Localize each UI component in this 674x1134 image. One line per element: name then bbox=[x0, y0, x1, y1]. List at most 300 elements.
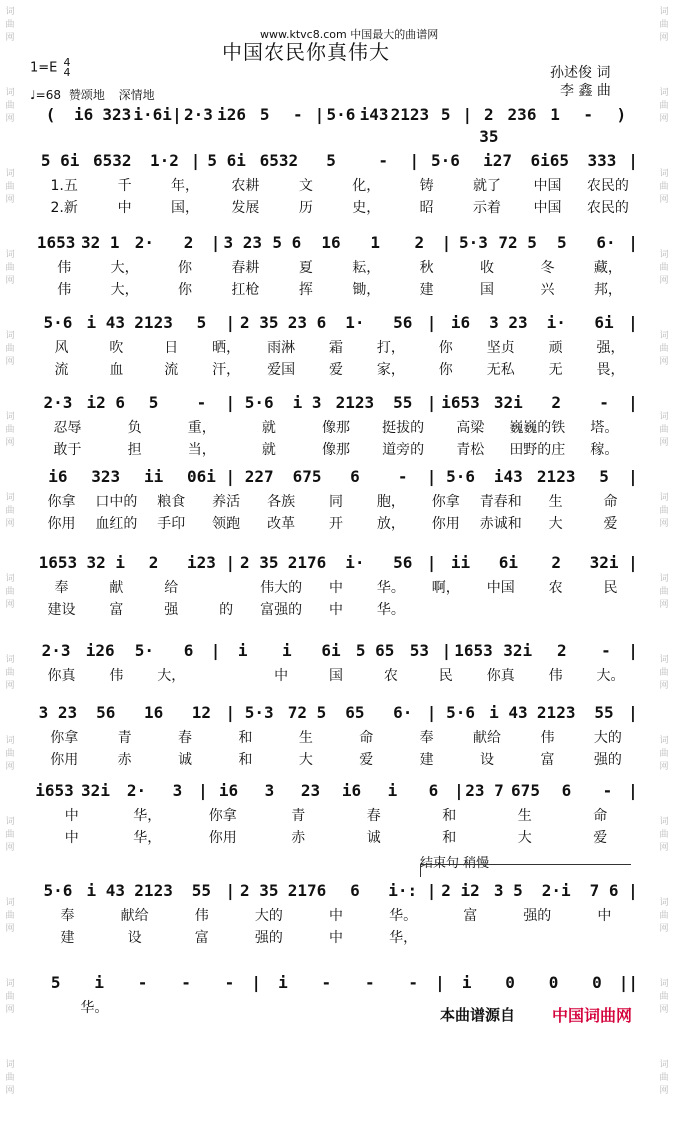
note: 32 1 bbox=[80, 233, 120, 252]
note: 2 i2 bbox=[441, 881, 480, 900]
lyric-row-9-verse-1 bbox=[34, 728, 638, 748]
barline: | bbox=[426, 467, 437, 486]
lyric-syllable: 中 bbox=[64, 830, 79, 846]
lyric-syllable: 富 bbox=[109, 602, 124, 618]
lyric-syllable: 农 bbox=[383, 668, 398, 684]
note: 5 6i bbox=[40, 151, 80, 170]
lyric-syllable: 就 bbox=[261, 420, 276, 436]
notation-row-9 bbox=[34, 702, 638, 724]
lyric-syllable: 奉 bbox=[54, 580, 69, 596]
note: 5·6 bbox=[43, 881, 73, 900]
note: 1 bbox=[370, 233, 380, 252]
key-signature bbox=[30, 58, 71, 78]
note: 2 bbox=[183, 233, 194, 252]
lyric-row-11-verse-2 bbox=[34, 928, 638, 948]
notation-row-10 bbox=[34, 780, 638, 802]
lyric-syllable: 夏 bbox=[298, 260, 313, 276]
lyric-syllable: 高梁 bbox=[456, 420, 485, 436]
barline: | bbox=[172, 105, 182, 124]
note: 6 bbox=[428, 781, 439, 800]
lyric-syllable: 奉 bbox=[60, 908, 75, 924]
lyric-syllable: 强， bbox=[596, 340, 625, 356]
note: - bbox=[224, 973, 235, 992]
lyric-syllable: 巍巍的铁 bbox=[509, 420, 566, 436]
note: - bbox=[293, 105, 303, 124]
lyric-syllable: 家， bbox=[376, 362, 405, 378]
note: 2·i bbox=[541, 881, 571, 900]
lyric-row-10-verse-1 bbox=[34, 806, 638, 826]
lyric-syllable: 国， bbox=[171, 200, 200, 216]
note: 1653 bbox=[454, 641, 493, 660]
lyric-syllable: 大 bbox=[548, 516, 563, 532]
note: 227 bbox=[244, 467, 274, 486]
lyric-syllable: 敢于 bbox=[53, 442, 82, 458]
lyric-syllable: 铸 bbox=[419, 178, 434, 194]
lyric-syllable: 化， bbox=[352, 178, 381, 194]
lyric-syllable: 命 bbox=[603, 494, 618, 510]
lyric-syllable: 大的 bbox=[254, 908, 283, 924]
lyric-row-11-verse-1 bbox=[34, 906, 638, 926]
notation-row-5 bbox=[34, 392, 638, 414]
note: 2123 bbox=[536, 703, 576, 722]
note: 2 35 bbox=[239, 881, 279, 900]
note: 5 6i bbox=[207, 151, 246, 170]
lyric-syllable: 雨淋 bbox=[267, 340, 296, 356]
lyric-syllable bbox=[504, 928, 571, 948]
lyric-syllable: 华， bbox=[133, 808, 162, 824]
note: 2 bbox=[556, 641, 567, 660]
note: i bbox=[387, 781, 398, 800]
lyric-syllable: 和 bbox=[442, 830, 457, 846]
lyric-syllable: 春 bbox=[178, 730, 193, 746]
ending-marking: 结束句 稍慢 bbox=[420, 856, 490, 871]
note: i 3 bbox=[292, 393, 322, 412]
lyric-syllable: 顽 bbox=[548, 340, 563, 356]
lyric-syllable: 给 bbox=[164, 580, 179, 596]
expression-praise: 赞颂地 bbox=[68, 88, 105, 102]
lyric-syllable: 示着 bbox=[473, 200, 502, 216]
barline: | bbox=[628, 781, 638, 800]
note: 323 bbox=[91, 467, 121, 486]
note: 6i bbox=[594, 313, 614, 332]
note: 6532 bbox=[93, 151, 132, 170]
note: 3 bbox=[172, 781, 183, 800]
lyric-syllable: 伟 bbox=[57, 282, 72, 298]
barline: | bbox=[225, 553, 236, 572]
barline: | bbox=[426, 313, 437, 332]
lyric-syllable: 富 bbox=[194, 930, 209, 946]
lyric-syllable: 伟 bbox=[109, 668, 124, 684]
note: 2·3 bbox=[43, 393, 73, 412]
note: i43 bbox=[359, 105, 389, 124]
note: ii bbox=[143, 467, 164, 486]
lyric-syllable: 日 bbox=[164, 340, 179, 356]
note: 56 bbox=[393, 553, 413, 572]
lyric-syllable: 中 bbox=[328, 580, 343, 596]
lyric-syllable: 青松 bbox=[456, 442, 485, 458]
ending-bracket bbox=[420, 864, 631, 877]
lyric-syllable: 道旁的 bbox=[382, 442, 425, 458]
note: i 43 bbox=[86, 881, 125, 900]
lyric-syllable bbox=[571, 928, 638, 948]
note: 3 23 bbox=[223, 233, 262, 252]
lyric-syllable bbox=[155, 998, 276, 1018]
note: 2123 bbox=[390, 105, 430, 124]
barline: | bbox=[628, 151, 638, 170]
lyric-syllable bbox=[473, 600, 528, 620]
lyric-row-9-verse-2 bbox=[34, 750, 638, 770]
note: i· bbox=[546, 313, 566, 332]
lyric-syllable: 富 bbox=[540, 752, 555, 768]
lyric-syllable: 中国 bbox=[533, 200, 562, 216]
barline: | bbox=[225, 703, 236, 722]
note: 1 bbox=[550, 105, 560, 124]
lyric-row-7-verse-2 bbox=[34, 600, 638, 620]
barline: | bbox=[628, 233, 638, 252]
notation-row-2 bbox=[34, 150, 638, 172]
lyric-syllable: 风 bbox=[54, 340, 69, 356]
lyric-syllable: 大的 bbox=[593, 730, 622, 746]
lyric-syllable: 农民的 bbox=[586, 178, 629, 194]
note: 0 bbox=[548, 973, 559, 992]
note: 6· bbox=[596, 233, 616, 252]
key-label: 1=E bbox=[30, 60, 58, 76]
note: 2 35 bbox=[479, 105, 499, 146]
lyric-syllable: 开 bbox=[328, 516, 343, 532]
lyric-syllable: 你拿 bbox=[50, 730, 79, 746]
note: i26 bbox=[85, 641, 115, 660]
lyric-syllable: 汗， bbox=[212, 362, 241, 378]
note: 2176 bbox=[287, 881, 327, 900]
note: - bbox=[397, 467, 408, 486]
lyric-syllable: 秋 bbox=[419, 260, 434, 276]
notation-row-11 bbox=[34, 880, 638, 902]
note: 32i bbox=[503, 641, 533, 660]
lyric-syllable: 生 bbox=[298, 730, 313, 746]
note: 65 bbox=[345, 703, 365, 722]
lyric-syllable: 建 bbox=[60, 930, 75, 946]
lyric-syllable: 历 bbox=[298, 200, 313, 216]
note: 3 5 bbox=[493, 881, 523, 900]
lyric-syllable: 邦， bbox=[593, 282, 622, 298]
lyric-syllable: 和 bbox=[442, 808, 457, 824]
barline: | bbox=[628, 703, 638, 722]
note: - bbox=[181, 973, 191, 992]
barline: | bbox=[225, 467, 236, 486]
lyric-syllable: 青 bbox=[117, 730, 132, 746]
notation-row-3 bbox=[34, 232, 638, 254]
lyric-syllable: 流 bbox=[54, 362, 69, 378]
lyric-row-5-verse-2 bbox=[34, 440, 638, 460]
lyric-syllable: 伟 bbox=[194, 908, 209, 924]
note: i6 bbox=[74, 105, 94, 124]
note: i23 bbox=[186, 553, 216, 572]
lyric-syllable: 诚 bbox=[366, 830, 381, 846]
lyric-syllable: 大， bbox=[110, 282, 139, 298]
note: 5·6 bbox=[430, 151, 460, 170]
lyric-syllable: 民 bbox=[438, 668, 453, 684]
lyric-syllable bbox=[437, 928, 504, 948]
lyric-syllable bbox=[199, 578, 254, 598]
note: 2 35 bbox=[239, 553, 279, 572]
note: 2123 bbox=[335, 393, 375, 412]
lyric-syllable: 藏， bbox=[593, 260, 622, 276]
notation-row-7 bbox=[34, 552, 638, 574]
tempo-marking bbox=[30, 86, 155, 103]
lyric-syllable: 中 bbox=[328, 930, 343, 946]
barline: | bbox=[435, 973, 445, 992]
lyric-syllable: 献给 bbox=[473, 730, 502, 746]
lyric-syllable: 收 bbox=[480, 260, 495, 276]
note: 236 bbox=[507, 105, 537, 124]
lyric-syllable bbox=[418, 600, 473, 620]
note: 2 bbox=[414, 233, 425, 252]
lyric-syllable: 奉 bbox=[419, 730, 434, 746]
lyric-syllable: 国 bbox=[480, 282, 495, 298]
note: - bbox=[364, 973, 375, 992]
lyric-syllable: 献 bbox=[109, 580, 124, 596]
barline: | bbox=[441, 233, 452, 252]
note: - bbox=[196, 393, 207, 412]
lyric-syllable: 华。 bbox=[80, 1000, 109, 1016]
barline: | bbox=[441, 641, 452, 660]
lyric-syllable: 命 bbox=[359, 730, 374, 746]
barline: | bbox=[454, 781, 464, 800]
note: i653 bbox=[35, 781, 74, 800]
note: 16 bbox=[321, 233, 341, 252]
lyric-syllable: 放， bbox=[376, 516, 405, 532]
barline: | bbox=[426, 881, 437, 900]
barline: | bbox=[426, 703, 437, 722]
lyric-syllable: 吹 bbox=[109, 340, 124, 356]
lyric-syllable: 大 bbox=[517, 830, 532, 846]
lyric-syllable: 血 bbox=[109, 362, 124, 378]
notation-row-4 bbox=[34, 312, 638, 334]
note: 5 bbox=[50, 973, 61, 992]
lyric-syllable: 伟 bbox=[57, 260, 72, 276]
note: i bbox=[94, 973, 104, 992]
note: 6i bbox=[498, 553, 518, 572]
note: 5·6 bbox=[43, 313, 73, 332]
lyric-syllable: 流 bbox=[164, 362, 179, 378]
lyric-syllable: 民 bbox=[603, 580, 618, 596]
lyric-syllable: 就了 bbox=[473, 178, 502, 194]
lyric-row-2-verse-2 bbox=[34, 198, 638, 218]
note: 32i bbox=[81, 781, 110, 800]
note: 2· bbox=[126, 781, 147, 800]
lyric-syllable: 胞， bbox=[376, 494, 405, 510]
lyric-syllable: 农民的 bbox=[586, 200, 629, 216]
lyric-syllable: 年， bbox=[171, 178, 200, 194]
note: 675 bbox=[511, 781, 540, 800]
note: 72 5 bbox=[498, 233, 537, 252]
lyricist: 孙述俊 词 bbox=[550, 65, 611, 81]
note: 5 bbox=[326, 151, 336, 170]
note: 6i bbox=[321, 641, 341, 660]
note: - bbox=[408, 973, 419, 992]
barline: | bbox=[628, 641, 638, 660]
note: 675 bbox=[292, 467, 322, 486]
barline: | bbox=[225, 313, 236, 332]
lyric-syllable: 担 bbox=[127, 442, 142, 458]
note: 5 bbox=[148, 393, 159, 412]
lyric-syllable: 像那 bbox=[321, 442, 350, 458]
barline: | bbox=[426, 553, 437, 572]
note: 6 bbox=[183, 641, 194, 660]
note: i bbox=[461, 973, 472, 992]
note: i bbox=[282, 641, 292, 660]
lyric-syllable: 耘， bbox=[352, 260, 381, 276]
note: 6532 bbox=[259, 151, 299, 170]
lyric-syllable: 养活 bbox=[212, 494, 241, 510]
lyric-syllable: 你用 bbox=[50, 752, 79, 768]
lyric-syllable: 千 bbox=[117, 178, 132, 194]
lyric-syllable: 设 bbox=[127, 930, 142, 946]
lyric-syllable: 挥 bbox=[298, 282, 313, 298]
lyric-syllable: 扛枪 bbox=[231, 282, 260, 298]
note: 55 bbox=[191, 881, 212, 900]
lyric-syllable: 农 bbox=[548, 580, 563, 596]
lyric-syllable: 建 bbox=[419, 752, 434, 768]
note: i·: bbox=[388, 881, 418, 900]
lyric-syllable: 史， bbox=[352, 200, 381, 216]
note: - bbox=[602, 781, 613, 800]
lyric-syllable: 同 bbox=[328, 494, 343, 510]
lyric-syllable: 你真 bbox=[486, 668, 515, 684]
note: 2123 bbox=[536, 467, 576, 486]
lyric-syllable: 重， bbox=[187, 420, 216, 436]
lyric-syllable: 国 bbox=[328, 668, 343, 684]
note: 16 bbox=[143, 703, 164, 722]
lyric-syllable: 中国 bbox=[533, 178, 562, 194]
lyric-syllable: 中 bbox=[274, 668, 289, 684]
note: 1653 bbox=[38, 553, 78, 572]
note: 2·3 bbox=[184, 105, 213, 124]
barline: | bbox=[628, 313, 638, 332]
note: 2123 bbox=[134, 881, 173, 900]
note: 12 bbox=[191, 703, 212, 722]
lyric-syllable: 忍辱 bbox=[53, 420, 82, 436]
lyric-syllable: 中 bbox=[597, 908, 612, 924]
expression-emotional: 深情地 bbox=[118, 88, 155, 102]
lyric-syllable: 强的 bbox=[523, 908, 552, 924]
lyric-syllable: 建设 bbox=[47, 602, 76, 618]
lyric-syllable: 你 bbox=[178, 282, 193, 298]
lyric-syllable: 挺拔的 bbox=[382, 420, 425, 436]
lyric-syllable: 爱 bbox=[328, 362, 343, 378]
note: 55 bbox=[594, 703, 614, 722]
lyric-syllable: 和 bbox=[238, 730, 253, 746]
note: 2 bbox=[551, 553, 562, 572]
lyric-row-2-verse-1 bbox=[34, 176, 638, 196]
lyric-syllable: 和 bbox=[238, 752, 253, 768]
lyric-syllable: 伟大的 bbox=[260, 580, 303, 596]
lyric-syllable bbox=[528, 600, 583, 620]
note: 06i bbox=[186, 467, 216, 486]
lyric-syllable: 冬 bbox=[540, 260, 555, 276]
note: i2 6 bbox=[86, 393, 125, 412]
lyric-syllable: 中国 bbox=[486, 580, 515, 596]
note: i653 bbox=[441, 393, 480, 412]
lyric-syllable: 设 bbox=[480, 752, 495, 768]
note: 2 35 bbox=[239, 313, 279, 332]
lyric-syllable: 中 bbox=[117, 200, 132, 216]
lyric-row-5-verse-1 bbox=[34, 418, 638, 438]
lyric-syllable bbox=[583, 600, 638, 620]
song-title: 中国农民你真伟大 bbox=[222, 40, 390, 64]
note: ( bbox=[45, 105, 56, 124]
lyric-syllable: 华。 bbox=[389, 908, 418, 924]
barline: | bbox=[225, 881, 236, 900]
lyric-syllable: 你 bbox=[438, 340, 453, 356]
note: 32 i bbox=[86, 553, 125, 572]
lyric-syllable: 华。 bbox=[376, 602, 405, 618]
note: 5·3 bbox=[459, 233, 488, 252]
barline: | bbox=[210, 641, 221, 660]
note: i6 bbox=[48, 467, 68, 486]
note: i 43 bbox=[86, 313, 125, 332]
lyric-syllable: 华。 bbox=[376, 580, 405, 596]
lyric-syllable: 像那 bbox=[321, 420, 350, 436]
lyric-syllable: 昭 bbox=[419, 200, 434, 216]
barline: || bbox=[618, 973, 638, 992]
lyric-syllable bbox=[199, 666, 254, 686]
site-header: www.ktvc8.com 中国最大的曲谱网 bbox=[260, 28, 439, 41]
lyric-syllable: 中 bbox=[64, 808, 79, 824]
lyric-syllable: 伟 bbox=[548, 668, 563, 684]
barline: | bbox=[314, 105, 325, 124]
lyric-row-7-verse-1 bbox=[34, 578, 638, 598]
source-site: 中国词曲网 bbox=[552, 1006, 633, 1025]
lyric-syllable: 你拿 bbox=[208, 808, 237, 824]
note: 6 bbox=[350, 467, 360, 486]
lyric-syllable: 2.新 bbox=[50, 200, 78, 216]
lyric-syllable: 强的 bbox=[593, 752, 622, 768]
note: 5· bbox=[134, 641, 155, 660]
lyric-syllable: 青 bbox=[291, 808, 306, 824]
lyric-row-4-verse-1 bbox=[34, 338, 638, 358]
lyric-syllable: 粮食 bbox=[157, 494, 186, 510]
lyric-syllable: 命 bbox=[593, 808, 608, 824]
lyric-syllable: 生 bbox=[548, 494, 563, 510]
lyric-syllable: 文 bbox=[298, 178, 313, 194]
barline: | bbox=[426, 393, 437, 412]
note: 5 bbox=[556, 233, 567, 252]
lyric-syllable: 你 bbox=[438, 362, 453, 378]
note: 6· bbox=[393, 703, 413, 722]
note: - bbox=[378, 151, 389, 170]
note: 55 bbox=[393, 393, 413, 412]
lyric-syllable: 兴 bbox=[540, 282, 555, 298]
source-label: 本曲谱源自 bbox=[440, 1006, 516, 1024]
lyric-syllable: 改革 bbox=[267, 516, 296, 532]
lyric-syllable: 领跑 bbox=[212, 516, 241, 532]
note: 2· bbox=[134, 233, 155, 252]
note: 2123 bbox=[134, 313, 173, 332]
note: i6 bbox=[341, 781, 362, 800]
barline: | bbox=[462, 105, 473, 124]
lyric-syllable: 血红的 bbox=[95, 516, 138, 532]
note: 32i bbox=[589, 553, 619, 572]
lyric-syllable: 强 bbox=[164, 602, 179, 618]
notation-row-8 bbox=[34, 640, 638, 662]
lyric-syllable: 生 bbox=[517, 808, 532, 824]
lyric-syllable: 建 bbox=[419, 282, 434, 298]
lyric-syllable: 伟 bbox=[540, 730, 555, 746]
lyric-syllable: 爱国 bbox=[267, 362, 296, 378]
lyric-syllable: 你拿 bbox=[47, 494, 76, 510]
lyric-syllable: 华， bbox=[389, 930, 418, 946]
